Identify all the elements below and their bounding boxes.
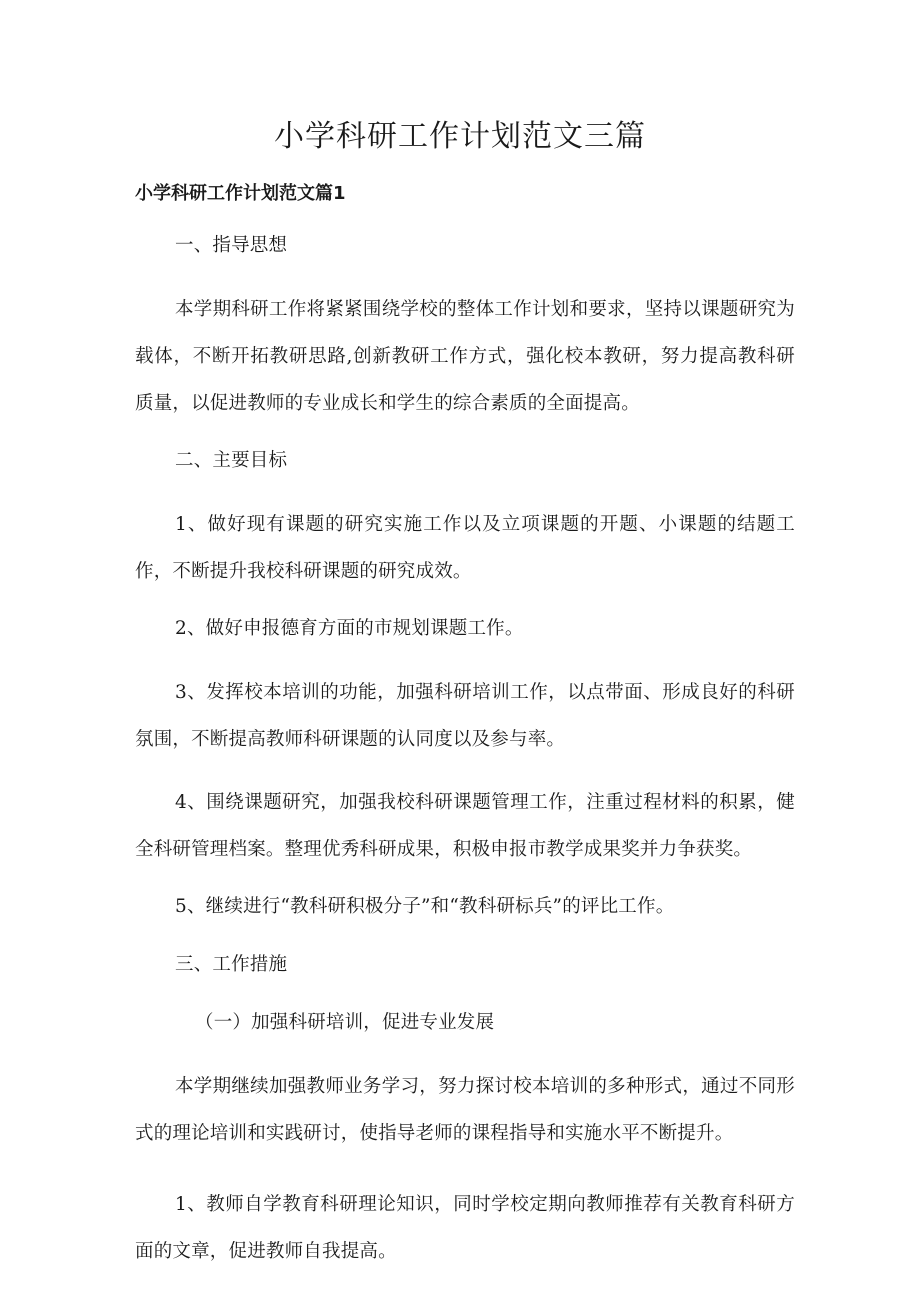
goal-item-3: 3、发挥校本培训的功能，加强科研培训工作，以点带面、形成良好的科研氛围，不断提高教师科研课题的认同度以及参与率。 [135,682,795,750]
paragraph-training: 本学期继续加强教师业务学习，努力探讨校本培训的多种形式，通过不同形式的理论培训和实践研讨，使指导老师的课程指导和实施水平不断提升。 [135,1076,795,1144]
section-heading-guiding-ideology: 一、指导思想 [175,235,288,256]
goal-item-1: 1、做好现有课题的研究实施工作以及立项课题的开题、小课题的结题工作，不断提升我校科研课题的研究成效。 [135,514,795,582]
document-title: 小学科研工作计划范文三篇 [274,119,646,154]
section-heading-main-goals: 二、主要目标 [175,450,288,471]
goal-item-4: 4、围绕课题研究，加强我校科研课题管理工作，注重过程材料的积累，健全科研管理档案。整理优秀科研成果，积极申报市教学成果奖并力争获奖。 [135,792,795,860]
subsection-heading-training: （一）加强科研培训，促进专业发展 [195,1012,495,1033]
section-heading-work-measures: 三、工作措施 [175,954,288,975]
measure-item-1: 1、教师自学教育科研理论知识，同时学校定期向教师推荐有关教育科研方面的文章，促进教师自我提高。 [135,1194,795,1262]
paragraph-guiding-ideology: 本学期科研工作将紧紧围绕学校的整体工作计划和要求，坚持以课题研究为载体，不断开拓教研思路,创新教研工作方式，强化校本教研，努力提高教科研质量，以促进教师的专业成长和学生的综合素质的全面提高。 [135,299,795,414]
article-body [135,176,795,1291]
goal-item-2: 2、做好申报德育方面的市规划课题工作。 [175,618,524,639]
article-heading: 小学科研工作计划范文篇1 [135,183,346,204]
goal-item-5: 5、继续进行“教科研积极分子”和“教科研标兵”的评比工作。 [175,896,675,917]
